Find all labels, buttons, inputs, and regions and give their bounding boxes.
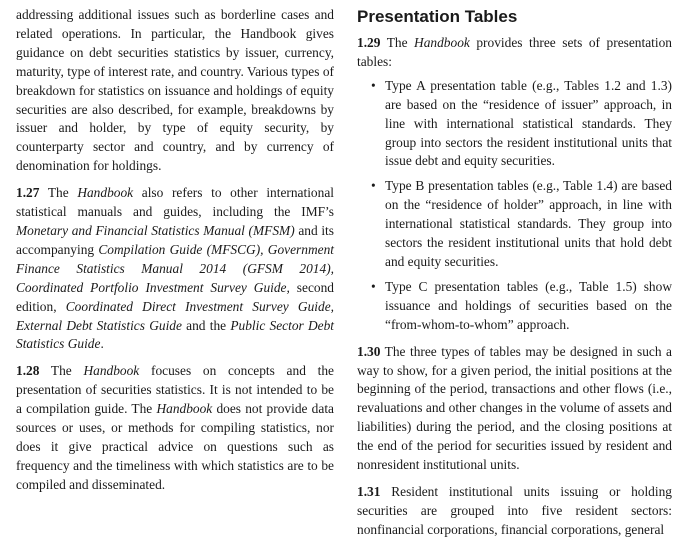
paragraph-continuation: addressing additional issues such as borderline cases and related operations. In particular, the Handbook gives guidance on debt securities statistics by issuer, currency, maturity, type of interest rate, and country. Various types of breakdown for statistics on issuance and holdings of equity securities are also described, for example, breakdowns by issuer and holder, by type of equity security, by counterparty sector and country, and by currency of denomination for holdings. (16, 7, 334, 174)
right-column (357, 6, 672, 540)
paragraph-number: 1.27 (16, 185, 40, 201)
paragraph-1-27: 1.27 The Handbook also refers to other international statistical manuals and guides, including the IMF’s Monetary and Financial Statistics Manual (MFSM) and its accompanying Compilation Guide (MFSCG), Government Finance Statistics Manual 2014 (GFSM 2014), Coordinated Portfolio Investment Survey Guide, second edition, Coordinated Direct Investment Survey Guide, External Debt Statistics Guide and the Public Sector Debt Statistics Guide. (16, 185, 335, 352)
paragraph-1-29: 1.29 The Handbook provides three sets of presentation tables: (357, 35, 672, 69)
paragraph-1-30: 1.30 The three types of tables may be designed in such a way to show, for a given period, the initial positions at the beginning of the period, transactions and other flows (i.e., revaluations and other changes in the volume of assets and liabilities) during the period, and the closing positions at the end of the period for securities issued by resident and nonresident institutional units. (357, 343, 672, 473)
list-item: • Type A presentation table (e.g., Tables 1.2 and 1.3) are based on the “residence of issuer” approach, in line with international statistical standards. They group into sectors the resident institutional units that issue debt and equity securities. (371, 77, 672, 169)
bullet-icon: • (371, 178, 376, 194)
list-item: • Type C presentation tables (e.g., Table 1.5) show issuance and holdings of securities based on the “from-whom-to-whom” approach. (371, 278, 672, 332)
bullet-icon: • (371, 278, 376, 294)
paragraph-number: 1.29 (357, 35, 381, 50)
paragraph-1-31: 1.31 Resident institutional units issuing or holding securities are grouped into five resident sectors: nonfinancial corporations, financial corporations, general (357, 483, 672, 537)
left-column (16, 6, 334, 495)
paragraph-number: 1.30 (357, 343, 381, 359)
paragraph-number: 1.28 (16, 363, 40, 379)
section-heading: Presentation Tables (357, 7, 518, 26)
paragraph-1-28: 1.28 The Handbook focuses on concepts and the presentation of securities statistics. It is not intended to be a compilation guide. The Handbook does not provide data sources or uses, or methods for compiling statistics, nor does it give practical advice on questions such as frequency and the timeliness with which statistics are to be compiled and disseminated. (16, 363, 334, 492)
bullet-icon: • (371, 77, 376, 93)
list-item: • Type B presentation tables (e.g., Table 1.4) are based on the “residence of holder” approach, in line with international statistical standards. They group into sectors the resident institutional units that hold debt and equity securities. (371, 178, 672, 269)
bullet-list (357, 77, 672, 335)
paragraph-number: 1.31 (357, 483, 381, 499)
